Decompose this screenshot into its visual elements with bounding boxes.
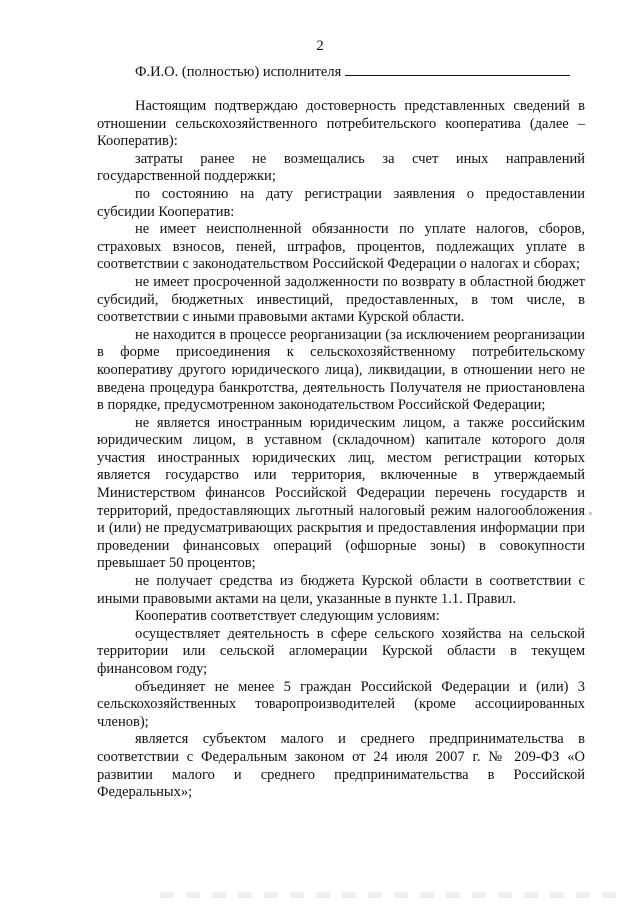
page-number: 2 xyxy=(316,38,324,54)
executor-name-blank xyxy=(345,62,570,76)
paragraph-not-foreign: не является иностранным юридическим лицом, а также российским юридическим лицом, в уставном (складочном) капитале которого доля участия иностранных юридических лиц, местом регистрации которых является государство или территория, включенные в утверждаемый Министерством финансов Российской Федерации перечень государств и территорий, предоставляющих льготный налоговый режим налогообложения и (или) не предусматривающих раскрытия и предоставления информации при проведении финансовых операций (офшорные зоны) в совокупности превышает 50 процентов; xyxy=(97,414,585,572)
paragraph-rural-activity: осуществляет деятельность в сфере сельского хозяйства на сельской территории или сельской агломерации Курской области в текущем финансовом году; xyxy=(97,625,585,677)
paragraph-no-tax-debt: не имеет неисполненной обязанности по уплате налогов, сборов, страховых взносов, пеней, штрафов, процентов, подлежащих уплате в соответствии с законодательством Российской Федерации о налогах и сборах; xyxy=(97,221,585,273)
paragraph-costs: затраты ранее не возмещались за счет иных направлений государственной поддержки; xyxy=(97,150,585,185)
paragraph-intro: Настоящим подтверждаю достоверность представленных сведений в отношении сельскохозяйственного потребительского кооператива (далее – Кооператив): xyxy=(97,98,585,150)
document-body xyxy=(97,98,585,802)
scan-edge-artifact xyxy=(160,892,620,898)
scan-artifact xyxy=(589,512,592,515)
paragraph-no-other-funds: не получает средства из бюджета Курской области в соответствии с иными правовыми актами на цели, указанные в пункте 1.1. Правил. xyxy=(97,573,585,607)
paragraph-members: объединяет не менее 5 граждан Российской Федерации и (или) 3 сельскохозяйственных товаропроизводителей (кроме ассоциированных членов); xyxy=(97,678,585,730)
paragraph-sme: является субъектом малого и среднего предпринимательства в соответствии с Федеральным законом от 24 июля 2007 г. № 209-ФЗ «О развитии малого и среднего предпринимательства в Российской Федеральных»; xyxy=(97,731,585,801)
paragraph-no-reorganization: не находится в процессе реорганизации (за исключением реорганизации в форме присоединения к сельскохозяйственному потребительскому кооперативу другого юридического лица), ликвидации, в отношении него не введена процедура банкротства, деятельность Получателя не приостановлена в порядке, предусмотренном законодательством Российской Федерации; xyxy=(97,326,585,414)
paragraph-no-overdue-debt: не имеет просроченной задолженности по возврату в областной бюджет субсидий, бюджетных инвестиций, предоставленных, в том числе, в соответствии с иными правовыми актами Курской области. xyxy=(97,273,585,326)
executor-name-line xyxy=(135,62,595,81)
paragraph-conditions: Кооператив соответствует следующим условиям: xyxy=(135,608,440,625)
paragraph-registration-date: по состоянию на дату регистрации заявления о предоставлении субсидии Кооператив: xyxy=(97,185,585,220)
executor-name-label: Ф.И.О. (полностью) исполнителя xyxy=(135,64,342,80)
